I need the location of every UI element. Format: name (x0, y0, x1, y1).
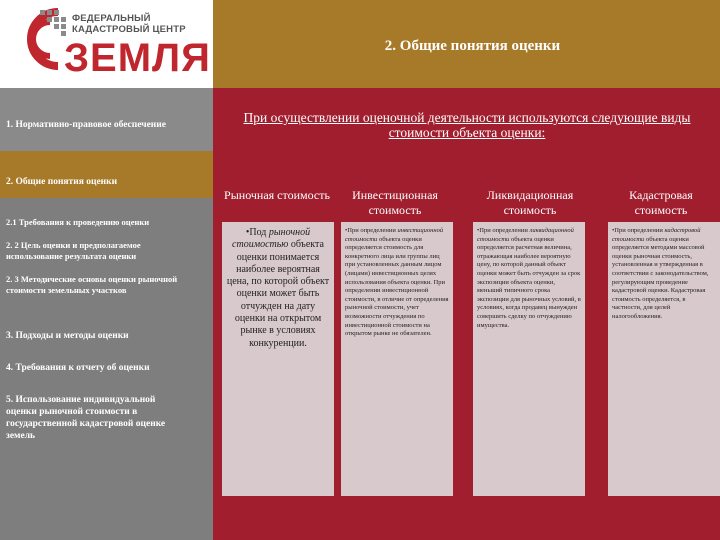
logo (0, 0, 213, 88)
sidebar (0, 88, 213, 540)
card-prefix: •При определении (612, 227, 665, 234)
sidebar-item-report[interactable]: 4. Требования к отчету об оценки (6, 363, 150, 373)
card-term: кадастровой стоимости (612, 227, 701, 243)
sidebar-item-general-concepts[interactable]: 2. Общие понятия оценки (6, 177, 118, 187)
card-term: инвестиционной стоимости (345, 227, 444, 243)
card-term: ликвидационной стоимости (477, 227, 574, 243)
card-cadastral (608, 222, 720, 496)
card-body: объекта оценки определяется методами массовой оценки рыночная стоимость, установленная и утвержденная в соответствии с законодательством, регулирующим проведение кадастровой оценки. Кадастровая стоимость определяется, в частности, для целей налогообложения. (612, 235, 709, 320)
page-title: 2. Общие понятия оценки (384, 38, 561, 54)
column-title-cadastral: Кадастровая стоимость (629, 188, 693, 217)
column-title-investment: Инвестиционная стоимость (352, 188, 438, 217)
card-investment (341, 222, 453, 496)
logo-wordmark: ЗЕМЛЯ (64, 36, 211, 80)
card-prefix: •При определении (345, 227, 398, 234)
card-liquidation (473, 222, 585, 496)
card-market (222, 222, 334, 496)
card-prefix: •Под (245, 227, 269, 238)
sidebar-item-normative[interactable]: 1. Нормативно-правовое обеспечение (6, 120, 166, 130)
logo-line-1: ФЕДЕРАЛЬНЫЙ (72, 13, 151, 24)
card-body: объекта оценки определяется расчетная величина, отражающая наиболее вероятную цену, по которой данный объект оценки может быть отчужден за срок экспозиции объекта оценки, меньший типичного срока экспозиции для рыночных условий, в условиях, когда продавец вынужден совершить сделку по отчуждению имущества. (477, 235, 581, 329)
sidebar-item-methodology[interactable]: 2. 3 Методические основы оценки рыночной стоимости земельных участков (6, 274, 178, 295)
column-title-market: Рыночная стоимость (224, 188, 330, 202)
sidebar-item-usage[interactable]: 5. Использование индивидуальной оценки рыночной стоимости в государственной кадастровой оценке земель (6, 395, 166, 441)
sidebar-item-approaches[interactable]: 3. Подходы и методы оценки (6, 331, 129, 341)
card-prefix: •При определении (477, 227, 530, 234)
slide-header (213, 0, 720, 88)
sidebar-section-active (0, 151, 213, 198)
column-title-liquidation: Ликвидационная стоимость (486, 188, 574, 217)
card-term: рыночной стоимостью (232, 227, 311, 251)
intro-text: При осуществлении оценочной деятельности используются следующие виды стоимости объекта оценки: (243, 110, 691, 140)
card-body: объекта оценки определяется стоимость для конкретного лица или группы лиц при установленных данным лицом (лицами) инвестиционных целях использования объекта оценки. При определении инвестиционной стоимости, в отличие от определения рыночной стоимости, учет возможности отчуждения по инвестиционной стоимости на открытом рынке не обязателен. (345, 235, 449, 338)
sidebar-item-requirements[interactable]: 2.1 Требования к проведению оценки (6, 217, 150, 227)
card-body: объекта оценки понимается наиболее вероятная цена, по которой объект оценки может быть отчужден на дату оценки на открытом рынке в условиях конкуренции. (226, 239, 330, 349)
logo-line-2: КАДАСТРОВЫЙ ЦЕНТР (72, 24, 186, 35)
sidebar-item-purpose[interactable]: 2. 2 Цель оценки и предполагаемое использование результата оценки (6, 240, 141, 261)
